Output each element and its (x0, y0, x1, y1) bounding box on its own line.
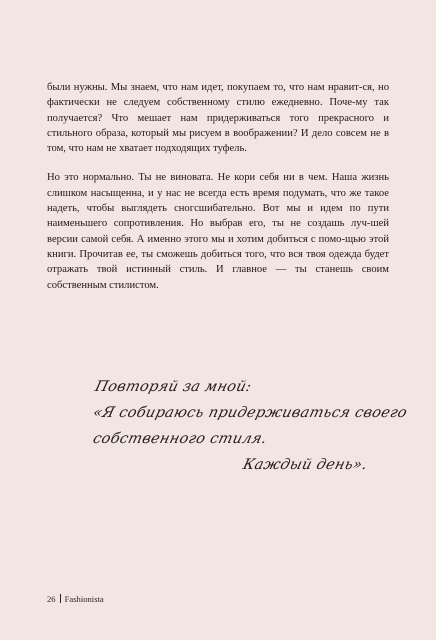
page-number: 26 (47, 594, 56, 604)
footer-divider (60, 594, 61, 603)
handwritten-line-3: собственного стиля. (91, 431, 269, 447)
page-footer (47, 594, 104, 604)
book-title: Fashionista (64, 594, 104, 604)
handwritten-line-1: Повторяй за мной: (93, 379, 254, 395)
paragraph-1: были нужны. Мы знаем, что нам идет, покупаем то, что нам нравит-ся, но фактически не следуем собственному стилю ежедневно. Поче-му так получается? Что мешает нам придерживаться того прекрасного и стильного образа, который мы рисуем в воображении? И дело совсем не в том, что нам не хватает подходящих туфель. (47, 82, 389, 155)
handwritten-line-4: Каждый день». (241, 457, 370, 473)
body-text (47, 80, 389, 307)
handwritten-note (91, 374, 409, 478)
paragraph-2: Но это нормально. Ты не виновата. Не кори себя ни в чем. Наша жизнь слишком насыщенна, и у нас не всегда есть время подумать, что же такое надеть, чтобы выглядеть сногсшибательно. Вот мы и идем по пути наименьшего сопротивления. Но выбрав его, ты не создашь луч-шей версии самой себя. А именно этого мы и хотим добиться с помо-щью этой книги. Прочитав ее, ты сможешь добиться того, что вся твоя одежда будет отражать твой истинный стиль. И главное — ты станешь своим собственным стилистом. (47, 172, 389, 291)
handwritten-line-2: «Я собираюсь придерживаться своего (91, 405, 409, 421)
